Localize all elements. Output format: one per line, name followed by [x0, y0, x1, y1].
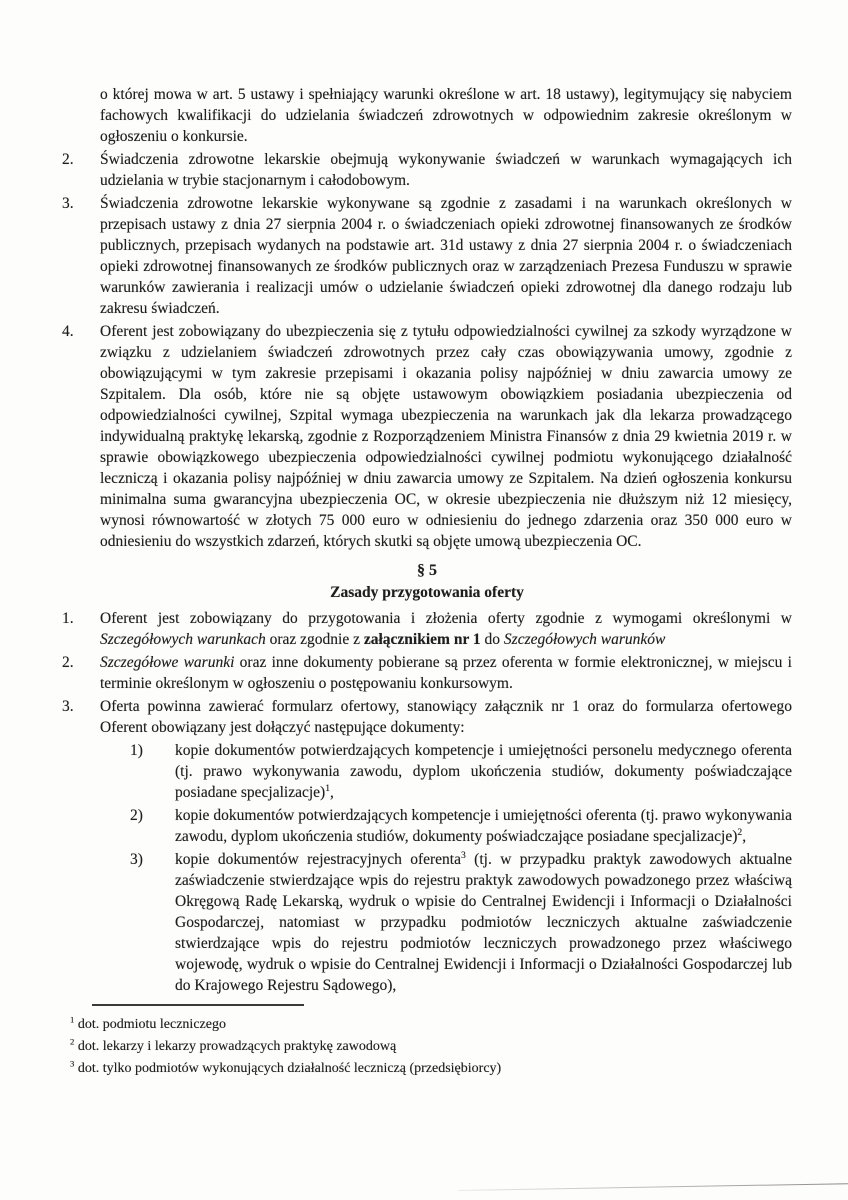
text-run: , [329, 784, 334, 801]
list-item [62, 149, 792, 191]
section-heading [62, 560, 792, 604]
scan-artifact-line [458, 1183, 848, 1191]
footnote: $^1$ dot. podmiotu leczniczego [70, 1014, 226, 1032]
text-run: Szczegółowych warunkach [100, 631, 266, 648]
text-run: oraz inne dokumenty pobierane są przez oferenta w formie elektronicznej, w miejscu i terminie określonym w ogłoszeniu o postępowaniu konkursowym. [100, 654, 792, 692]
footnotes-list [62, 1014, 792, 1080]
list-item-text [100, 193, 792, 319]
list-item-number [62, 84, 100, 147]
list-item-number: 2) [130, 807, 143, 824]
text-run: kopie dokumentów rejestracyjnych oferenta [175, 851, 461, 868]
footnote-marker: 1 [70, 1014, 75, 1025]
list-item [62, 652, 792, 694]
text-run: kopie dokumentów potwierdzających kompetencje i umiejętności oferenta (tj. prawo wykonywania zawodu, dyplom ukończenia studiów, dokumenty poświadczające posiadane specjalizacje) [175, 807, 792, 845]
list-item-number: 1) [130, 742, 143, 759]
list-item [62, 84, 792, 147]
list-item-number: 3. [62, 698, 74, 715]
footnote: $^2$ dot. lekarzy i lekarzy prowadzących praktykę zawodową [70, 1036, 397, 1054]
list-item-text [175, 740, 792, 803]
footnotes-block [62, 1004, 792, 1080]
list-item-text [175, 849, 792, 996]
list-item-text [175, 805, 792, 847]
numbered-list-top [62, 84, 792, 552]
list-item-number: 1. [62, 610, 74, 627]
numbered-list-section5 [62, 608, 792, 996]
text-run: do [480, 631, 504, 648]
footnote: $^3$ dot. tylko podmiotów wykonujących działalność leczniczą (przedsiębiorcy) [70, 1058, 502, 1076]
list-item [62, 696, 792, 738]
list-item-text [100, 696, 792, 738]
text-run: Szczegółowych warunków [503, 631, 666, 648]
list-item [130, 740, 792, 803]
list-item-number: 2. [62, 151, 74, 168]
paragraph-symbol: § 5 [417, 562, 437, 579]
footnote-marker: 2 [70, 1036, 75, 1047]
text-run: , [742, 828, 747, 845]
list-item [130, 805, 792, 847]
list-item [62, 608, 792, 650]
section-title: Zasady przygotowania oferty [330, 584, 524, 601]
text-run: (tj. w przypadku praktyk zawodowych aktualne zaświadczenie stwierdzające wpis do rejestru praktyk zawodowych powadzonego przez właściwą Okręgową Radę Lekarską, wydruk o wpisie do Centralnej Ewidencji i Informacji o Działalności Gospodarczej, natomiast w przypadku podmiotów leczniczych aktualne zaświadczenie stwierdzające wpis do rejestru podmiotów leczniczych prowadzonego przez właściwego wojewodę, wydruk o wpisie do Centralnej Ewidencji i Informacji o Działalności Gospodarczej lub do Krajowego Rejestru Sądowego), [175, 851, 792, 994]
list-item-text [100, 84, 792, 147]
text-run: 1 [325, 782, 330, 794]
list-item-number: 4. [62, 323, 74, 340]
list-item-text [100, 608, 792, 650]
document-content [62, 84, 792, 1080]
list-item-text [100, 321, 792, 552]
text-run: Oferent jest zobowiązany do przygotowania i złożenia oferty zgodnie z wymogami określonymi w [100, 610, 792, 627]
text-run: Oferta powinna zawierać formularz ofertowy, stanowiący załącznik nr 1 oraz do formularza ofertowego Oferent obowiązany jest dołączyć następujące dokumenty: [100, 698, 792, 736]
text-run: Świadczenia zdrowotne lekarskie wykonywane są zgodnie z zasadami i na warunkach określonych w przepisach ustawy z dnia 27 sierpnia 2004 r. o świadczeniach opieki zdrowotnej finansowanych ze środków publicznych, przepisach wydanych na podstawie art. 31d ustawy z dnia 27 sierpnia 2004 r. o świadczeniach opieki zdrowotnej finansowanych ze środków publicznych oraz w zarządzeniach Prezesa Funduszu w sprawie warunków zawierania i realizacji umów o udzielanie świadczeń opieki zdrowotnej dla danego rodzaju lub zakresu świadczeń. [100, 195, 792, 317]
list-item [130, 849, 792, 996]
list-item-number: 2. [62, 654, 74, 671]
list-item-text [100, 652, 792, 694]
text-run: Szczegółowe warunki [100, 654, 235, 671]
list-item [62, 193, 792, 319]
footnote-divider [92, 1004, 304, 1006]
text-run: oraz zgodnie z [265, 631, 364, 648]
text-run: załącznikiem nr 1 [363, 631, 481, 648]
list-item-number: 3. [62, 195, 74, 212]
text-run: 3 [460, 849, 466, 861]
text-run: Świadczenia zdrowotne lekarskie obejmują wykonywanie świadczeń w warunkach wymagających ich udzielania w trybie stacjonarnym i całodobowym. [100, 151, 792, 189]
footnote-marker: 3 [70, 1058, 75, 1069]
list-item-text [100, 149, 792, 191]
text-run: kopie dokumentów potwierdzających kompetencje i umiejętności personelu medycznego oferenta (tj. prawo wykonywania zawodu, dyplom ukończenia studiów, dokumenty poświadczające posiadane specjalizacje) [175, 742, 792, 801]
text-run: 2 [737, 826, 743, 838]
list-item [62, 321, 792, 552]
text-run: Oferent jest zobowiązany do ubezpieczenia się z tytułu odpowiedzialności cywilnej za szkody wyrządzone w związku z udzielaniem świadczeń zdrowotnych przez cały czas obowiązywania umowy, zgodnie z obowiązującymi w tym zakresie przepisami i okazania polisy najpóźniej w dniu zawarcia umowy ze Szpitalem. Dla osób, które nie są objęte ustawowym obowiązkiem posiadania ubezpieczenia od odpowiedzialności cywilnej, Szpital wymaga ubezpieczenia na warunkach jak dla lekarza prowadzącego indywidualną praktykę lekarską, zgodnie z Rozporządzeniem Ministra Finansów z dnia 29 kwietnia 2019 r. w sprawie obowiązkowego ubezpieczenia odpowiedzialności cywilnej podmiotu wykonującego działalność leczniczą i okazania polisy najpóźniej w dniu zawarcia umowy ze Szpitalem. Na dzień ogłoszenia konkursu minimalna suma gwarancyjna ubezpieczenia OC, w okresie ubezpieczenia nie dłuższym niż 12 miesięcy, wynosi równowartość w złotych 75 000 euro w odniesieniu do jednego zdarzenia oraz 350 000 euro w odniesieniu do wszystkich zdarzeń, których skutki są objęte umową ubezpieczenia OC. [100, 323, 792, 550]
text-run: o której mowa w art. 5 ustawy i spełniający warunki określone w art. 18 ustawy), legitymujący się nabyciem fachowych kwalifikacji do udzielania świadczeń zdrowotnych w odpowiednim zakresie określonym w ogłoszeniu o konkursie. [100, 86, 792, 145]
list-item-number: 3) [130, 851, 143, 868]
